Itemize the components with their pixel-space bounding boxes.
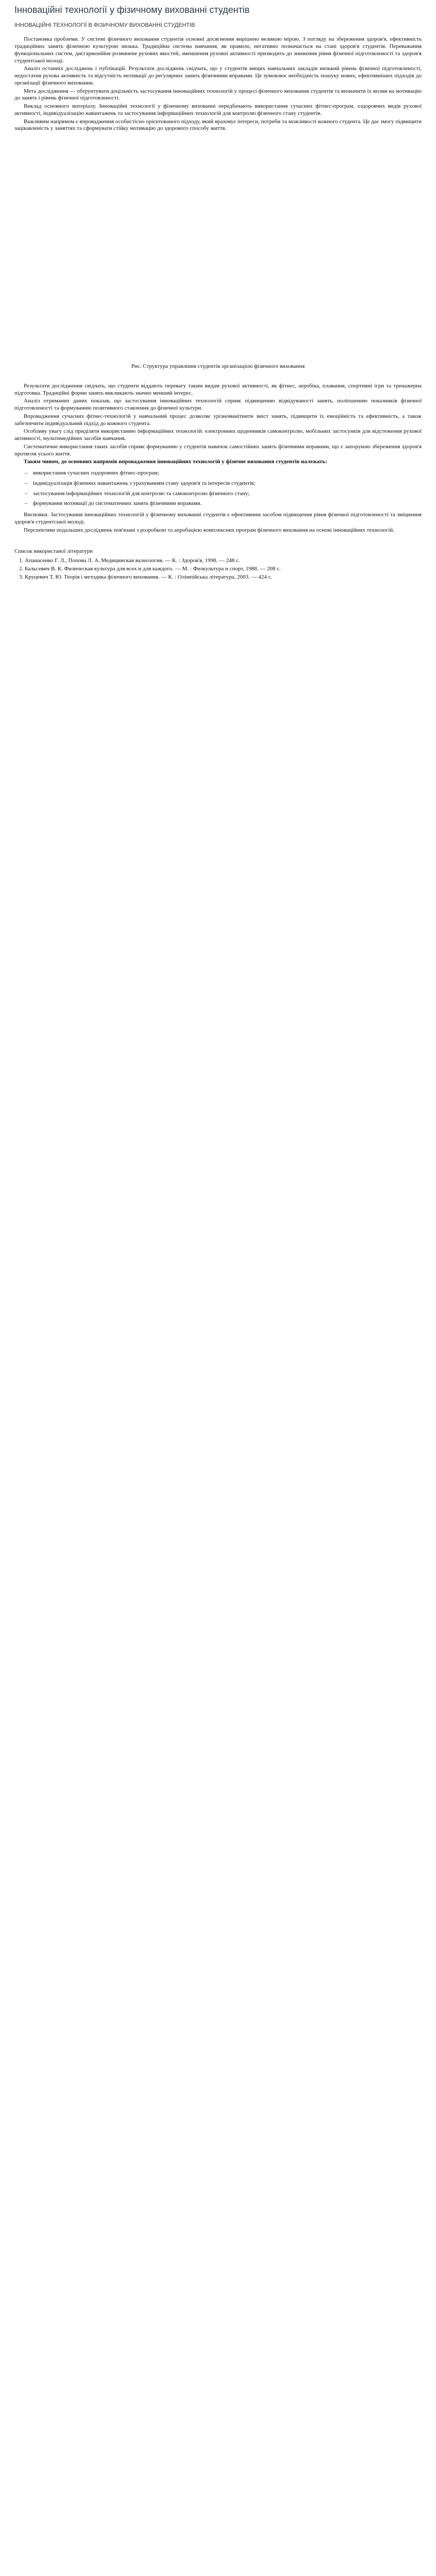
references-title: Список використаної літератури	[14, 548, 93, 555]
list-item: – застосування інформаційних технологій для контролю та самоконтролю фізичного стану;	[25, 490, 250, 497]
paragraph: Впровадження сучасних фітнес-технологій у навчальний процес дозволяє урізноманітнити зміст занять, підвищити їх емоційність та ефективність, а також забезпечити індивідуальний підхід до кожного студента.	[14, 413, 422, 427]
reference-item: 3. Круцевич Т. Ю. Теорія і методика фізичного виховання. — К. : Олімпійська література, 2003. — 424 с.	[25, 574, 422, 581]
list-item: – індивідуалізація фізичних навантажень з урахуванням стану здоров'я та інтересів студентів;	[25, 480, 256, 486]
innovation-list	[25, 470, 422, 507]
paragraph: Виклад основного матеріалу. Інноваційні технології у фізичному вихованні передбачають використання сучасних фітнес-програм, оздоровчих видів рухової активності, індивідуалізацію навантажень та застосування інформаційних технологій для контролю фізичного стану студентів.	[14, 103, 422, 116]
paragraph: Результати дослідження свідчать, що студенти віддають перевагу таким видам рухової активності, як фітнес, аеробіка, плавання, спортивні ігри та тренажерна підготовка. Традиційні форми занять викликають значно менший інтерес.	[14, 382, 422, 396]
article-subheading: ІННОВАЦІЙНІ ТЕХНОЛОГІЇ В ФІЗИЧНОМУ ВИХОВАННІ СТУДЕНТІВ	[14, 22, 195, 28]
conclusions	[14, 512, 422, 534]
article-page	[7, 0, 429, 581]
list-item: – використання сучасних оздоровчих фітнес-програм;	[25, 470, 160, 476]
paragraph: Постановка проблеми. У системі фізичного виховання студентів основні досягнення вирішено великою мірою. З погляду на збереження здоров'я, ефективність традиційних занять фізичною культурою низька. Традиційна система навчання, як правило, негативно позначається на стані здоров'я студентів. Переважання функціональних систем, дисгармонійне розвинене рухових якостей, зменшення рухової активності призводить до зниження рівня фізичної підготовленості та здоров'я студентської молоді.	[14, 36, 422, 64]
list-intro: Таким чином, до основних напрямів впровадження інноваційних технологій у фізичне виховання студентів належать:	[24, 459, 327, 465]
figure-caption: Рис. Структура управління студентів організацією фізичного виховання	[131, 363, 305, 369]
paragraph: Мета дослідження — обґрунтувати доцільність застосування інноваційних технологій у процесі фізичного виховання студентів та визначити їх вплив на мотивацію до занять і рівень фізичної підготовленості.	[14, 88, 422, 101]
references-list	[14, 557, 422, 581]
page-title: Інноваційні технології у фізичному вихованні студентів	[14, 5, 250, 15]
article-body-a	[14, 36, 422, 132]
paragraph: Важливим напрямом є впровадження особистісно орієнтованого підходу, який враховує інтереси, потреби та можливості кожного студента. Це дає змогу підвищити зацікавленість у заняттях та сформувати стійку мотивацію до здорового способу життя.	[14, 118, 422, 132]
article-body-b	[14, 383, 422, 458]
paragraph: Аналіз останніх досліджень і публікацій. Результати досліджень свідчать, що у студентів вищих навчальних закладів низький рівень фізичної підготовленості, недостатня рухова активність та відсутність мотивації до регулярних занять фізичними вправами. Це зумовлює необхідність пошуку нових, ефективніших підходів до організації фізичного виховання.	[14, 65, 422, 86]
paragraph: Аналіз отриманих даних показав, що застосування інноваційних технологій сприяє підвищенню відвідуваності занять, поліпшенню показників фізичної підготовленості та формуванню позитивного ставлення до фізичної культури.	[14, 398, 422, 411]
paragraph: Перспективи подальших досліджень пов'язані з розробкою та апробацією комплексних програм фізичного виховання на основі інноваційних технологій.	[24, 527, 394, 533]
paragraph: Висновки. Застосування інноваційних технологій у фізичному вихованні студентів є ефективним засобом підвищення рівня фізичної підготовленості та зміцнення здоров'я студентської молоді.	[14, 512, 422, 525]
reference-item: 1. Апанасенко Г. Л., Попова Л. А. Медицинская валеология. — К. : Здоров'я, 1998. — 248 с.	[25, 557, 422, 565]
figure-placeholder	[14, 143, 422, 359]
list-item: – формування мотивації до систематичних занять фізичними вправами.	[25, 500, 202, 507]
paragraph: Особливу увагу слід приділяти використанню інформаційних технологій: електронних щоденників самоконтролю, мобільних застосунків для відстеження рухової активності, мультимедійних засобів навчання.	[14, 428, 422, 442]
paragraph: Систематичне використання таких засобів сприяє формуванню у студентів навичок самостійних занять фізичними вправами, що є запорукою збереження здоров'я протягом усього життя.	[14, 443, 422, 457]
reference-item: 2. Бальсевич В. К. Физическая культура для всех и для каждого. — М. : Физкультура и спорт, 1988. — 208 с.	[25, 566, 422, 573]
figure-image	[14, 143, 422, 359]
